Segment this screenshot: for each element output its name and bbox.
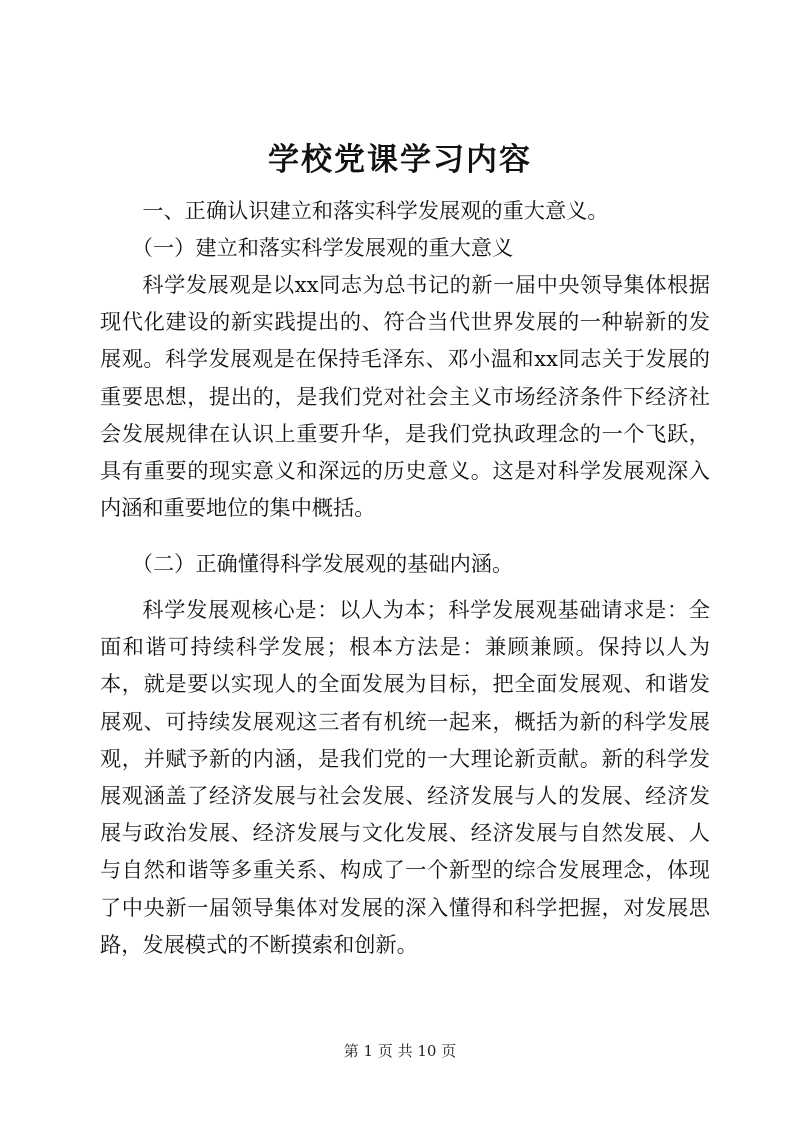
body-paragraph: 科学发展观是以xx同志为总书记的新一届中央领导集体根据现代化建设的新实践提出的、符合当代世界发展的一种崭新的发展观。科学发展观是在保持毛泽东、邓小温和xx同志关于发展的重要思想，提出的，是我们党对社会主义市场经济条件下经济社会发展规律在认识上重要升华，是我们党执政理念的一个飞跃，具有重要的现实意义和深远的历史意义。这是对科学发展观深入内涵和重要地位的集中概括。 [100,272,710,521]
body-paragraph: 科学发展观核心是：以人为本；科学发展观基础请求是：全面和谐可持续科学发展；根本方法是：兼顾兼顾。保持以人为本，就是要以实现人的全面发展为目标，把全面发展观、和谐发展观、可持续发展观这三者有机统一起来，概括为新的科学发展观，并赋予新的内涵，是我们党的一大理论新贡献。新的科学发展观涵盖了经济发展与社会发展、经济发展与人的发展、经济发展与政治发展、经济发展与文化发展、经济发展与自然发展、人与自然和谐等多重关系、构成了一个新型的综合发展理念，体现了中央新一届领导集体对发展的深入懂得和科学把握，对发展思路，发展模式的不断摸索和创新。 [100,597,710,957]
section-heading: 一、正确认识建立和落实科学发展观的重大意义。 [142,198,609,223]
subsection-heading: （二）正确懂得科学发展观的基础内涵。 [131,551,514,576]
page-footer: 第 1 页 共 10 页 [343,1042,457,1060]
document-title: 学校党课学习内容 [268,142,532,178]
subsection-heading: （一）建立和落实科学发展观的重大意义 [131,235,514,260]
